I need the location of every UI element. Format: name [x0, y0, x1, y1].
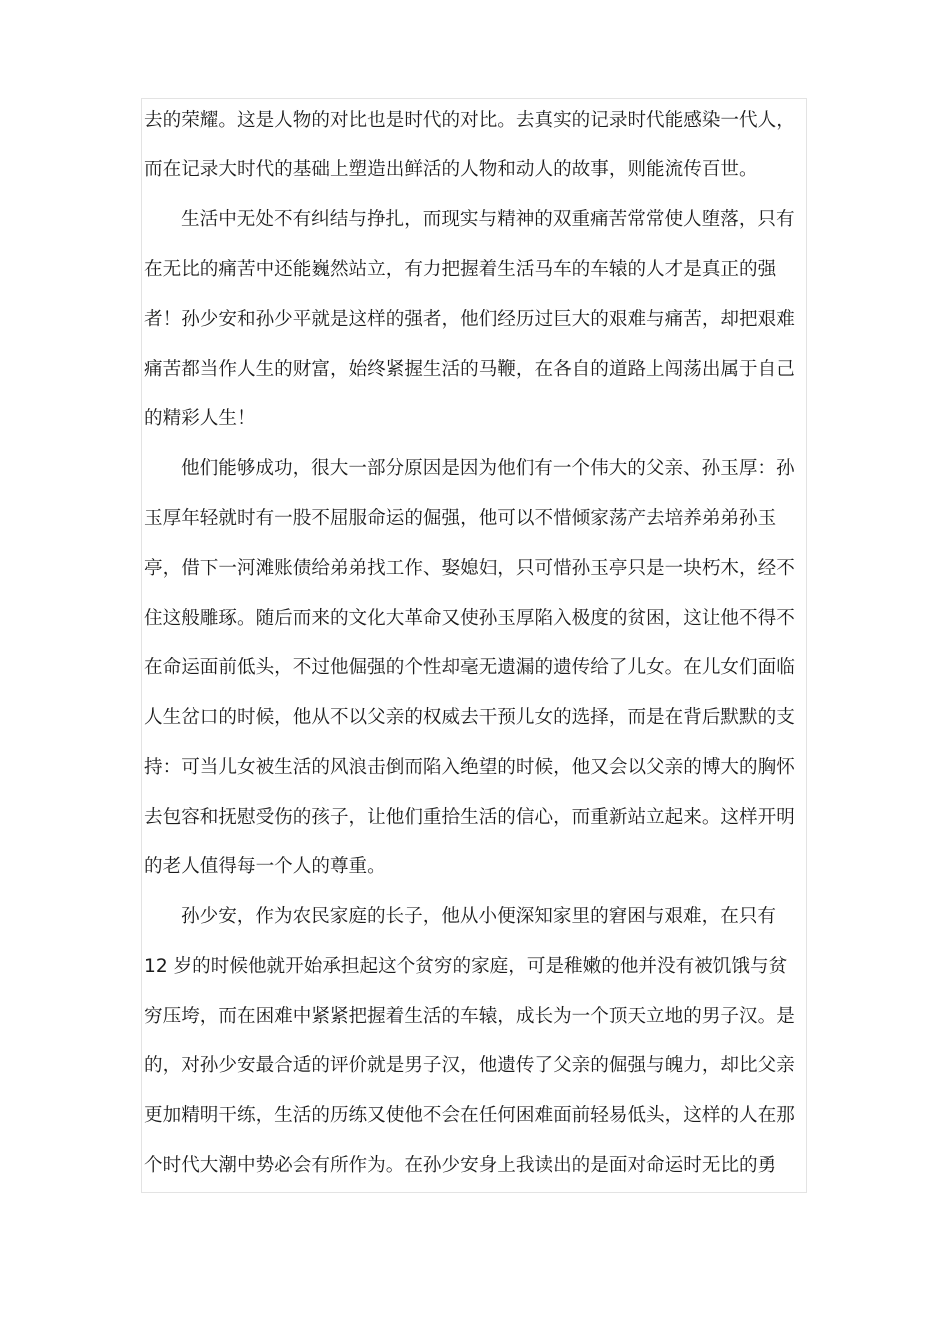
text-line: 去的荣耀。这是人物的对比也是时代的对比。去真实的记录时代能感染一代人，	[144, 110, 795, 131]
text-line: 持：可当儿女被生活的风浪击倒而陷入绝望的时候，他又会以父亲的博大的胸怀	[144, 757, 795, 778]
text-line: 者！孙少安和孙少平就是这样的强者，他们经历过巨大的艰难与痛苦，却把艰难	[144, 309, 795, 330]
paragraph-start-line: 生活中无处不有纠结与挣扎，而现实与精神的双重痛苦常常使人堕落，只有	[181, 209, 795, 230]
text-line: 个时代大潮中势必会有所作为。在孙少安身上我读出的是面对命运时无比的勇	[144, 1155, 777, 1176]
text-line: 而在记录大时代的基础上塑造出鲜活的人物和动人的故事，则能流传百世。	[144, 159, 758, 180]
text-line: 人生岔口的时候，他从不以父亲的权威去干预儿女的选择，而是在背后默默的支	[144, 707, 795, 728]
text-line: 12 岁的时候他就开始承担起这个贫穷的家庭，可是稚嫩的他并没有被饥饿与贫	[144, 956, 788, 977]
text-line: 的老人值得每一个人的尊重。	[144, 856, 386, 877]
text-line: 的精彩人生！	[144, 408, 256, 429]
paragraph-start-line: 他们能够成功，很大一部分原因是因为他们有一个伟大的父亲、孙玉厚：孙	[181, 458, 795, 479]
paragraph-start-line: 孙少安，作为农民家庭的长子，他从小便深知家里的窘困与艰难，在只有	[181, 906, 777, 927]
text-line: 的，对孙少安最合适的评价就是男子汉，他遗传了父亲的倔强与魄力，却比父亲	[144, 1055, 795, 1076]
text-line: 亭，借下一河滩账债给弟弟找工作、娶媳妇，只可惜孙玉亭只是一块朽木，经不	[144, 558, 795, 579]
text-line: 穷压垮，而在困难中紧紧把握着生活的车辕，成长为一个顶天立地的男子汉。是	[144, 1006, 795, 1027]
text-line: 在无比的痛苦中还能巍然站立，有力把握着生活马车的车辕的人才是真正的强	[144, 259, 777, 280]
text-line: 去包容和抚慰受伤的孩子，让他们重拾生活的信心，而重新站立起来。这样开明	[144, 807, 795, 828]
text-line: 更加精明干练，生活的历练又使他不会在任何困难面前轻易低头，这样的人在那	[144, 1105, 795, 1126]
text-line: 住这般雕琢。随后而来的文化大革命又使孙玉厚陷入极度的贫困，这让他不得不	[144, 608, 795, 629]
text-line: 玉厚年轻就时有一股不屈服命运的倔强，他可以不惜倾家荡产去培养弟弟孙玉	[144, 508, 777, 529]
text-line: 痛苦都当作人生的财富，始终紧握生活的马鞭，在各自的道路上闯荡出属于自己	[144, 359, 795, 380]
text-line: 在命运面前低头，不过他倔强的个性却毫无遗漏的遗传给了儿女。在儿女们面临	[144, 657, 795, 678]
